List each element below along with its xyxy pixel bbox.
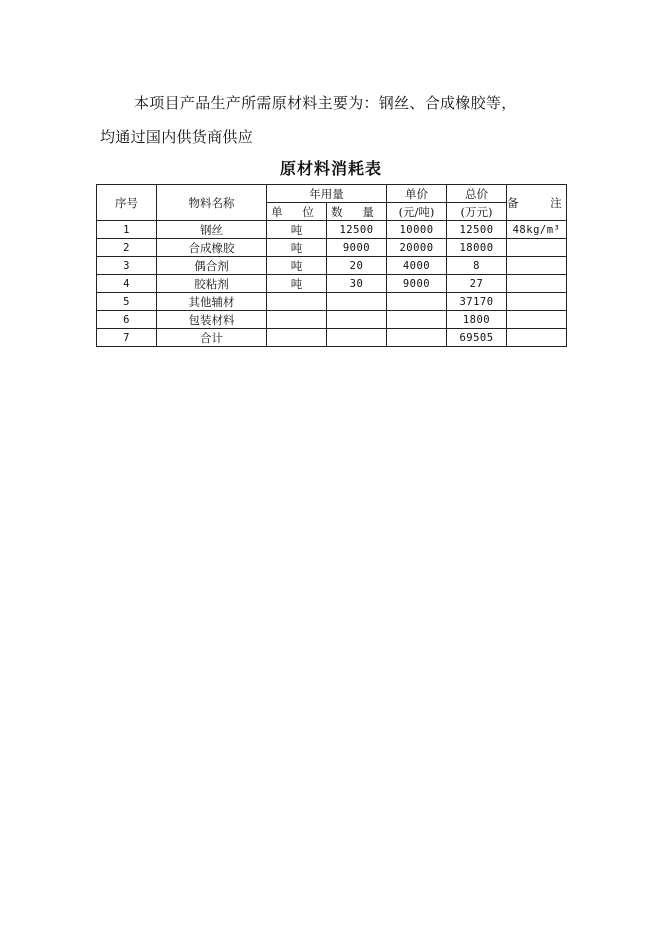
cell-seq: 4: [97, 275, 157, 293]
cell-name: 钢丝: [157, 221, 267, 239]
cell-total: 1800: [447, 311, 507, 329]
cell-qty: 20: [327, 257, 387, 275]
cell-unit: [267, 329, 327, 347]
cell-seq: 7: [97, 329, 157, 347]
cell-total: 27: [447, 275, 507, 293]
cell-qty: [327, 293, 387, 311]
cell-qty: 30: [327, 275, 387, 293]
cell-seq: 3: [97, 257, 157, 275]
cell-remark: [507, 293, 567, 311]
intro-line-2: 均通过国内供货商供应: [100, 128, 254, 146]
table-row: [97, 221, 567, 239]
cell-seq: 1: [97, 221, 157, 239]
table-body: [97, 221, 567, 347]
cell-name: 包装材料: [157, 311, 267, 329]
header-price-unit: (元/吨): [387, 203, 447, 221]
cell-qty: [327, 329, 387, 347]
cell-qty: [327, 311, 387, 329]
materials-table: [96, 184, 576, 347]
header-total-unit: (万元): [447, 203, 507, 221]
cell-price: [387, 293, 447, 311]
cell-unit: [267, 311, 327, 329]
cell-remark: [507, 329, 567, 347]
table-row: [97, 257, 567, 275]
cell-total: 12500: [447, 221, 507, 239]
header-name: 物料名称: [157, 185, 267, 221]
header-remark: 备 注: [507, 185, 567, 221]
table-title: 原材料消耗表: [279, 159, 382, 178]
cell-price: [387, 311, 447, 329]
header-qty: 数 量: [327, 203, 387, 221]
header-row-1: [97, 185, 567, 203]
header-unit: 单 位: [267, 203, 327, 221]
cell-name: 合成橡胶: [157, 239, 267, 257]
cell-price: [387, 329, 447, 347]
header-price: 单价: [387, 185, 447, 203]
table-row: [97, 275, 567, 293]
cell-unit: 吨: [267, 257, 327, 275]
cell-remark: [507, 257, 567, 275]
cell-price: 20000: [387, 239, 447, 257]
table-row: [97, 293, 567, 311]
cell-qty: 9000: [327, 239, 387, 257]
cell-name: 偶合剂: [157, 257, 267, 275]
intro-paragraph: [100, 86, 580, 154]
cell-seq: 2: [97, 239, 157, 257]
cell-seq: 5: [97, 293, 157, 311]
header-annual: 年用量: [267, 185, 387, 203]
cell-remark: [507, 239, 567, 257]
cell-remark: 48kg/m³: [507, 221, 567, 239]
header-seq: 序号: [97, 185, 157, 221]
cell-seq: 6: [97, 311, 157, 329]
cell-unit: 吨: [267, 275, 327, 293]
cell-price: 10000: [387, 221, 447, 239]
cell-qty: 12500: [327, 221, 387, 239]
cell-total: 8: [447, 257, 507, 275]
header-total: 总价: [447, 185, 507, 203]
cell-remark: [507, 311, 567, 329]
cell-total: 37170: [447, 293, 507, 311]
intro-line-1: 本项目产品生产所需原材料主要为：钢丝、合成橡胶等，: [134, 94, 517, 112]
cell-name: 合计: [157, 329, 267, 347]
cell-price: 9000: [387, 275, 447, 293]
cell-total: 18000: [447, 239, 507, 257]
table-row: [97, 311, 567, 329]
cell-name: 胶粘剂: [157, 275, 267, 293]
cell-name: 其他辅材: [157, 293, 267, 311]
table-row: [97, 239, 567, 257]
table-row: [97, 329, 567, 347]
cell-remark: [507, 275, 567, 293]
cell-total: 69505: [447, 329, 507, 347]
cell-price: 4000: [387, 257, 447, 275]
cell-unit: 吨: [267, 239, 327, 257]
cell-unit: [267, 293, 327, 311]
cell-unit: 吨: [267, 221, 327, 239]
